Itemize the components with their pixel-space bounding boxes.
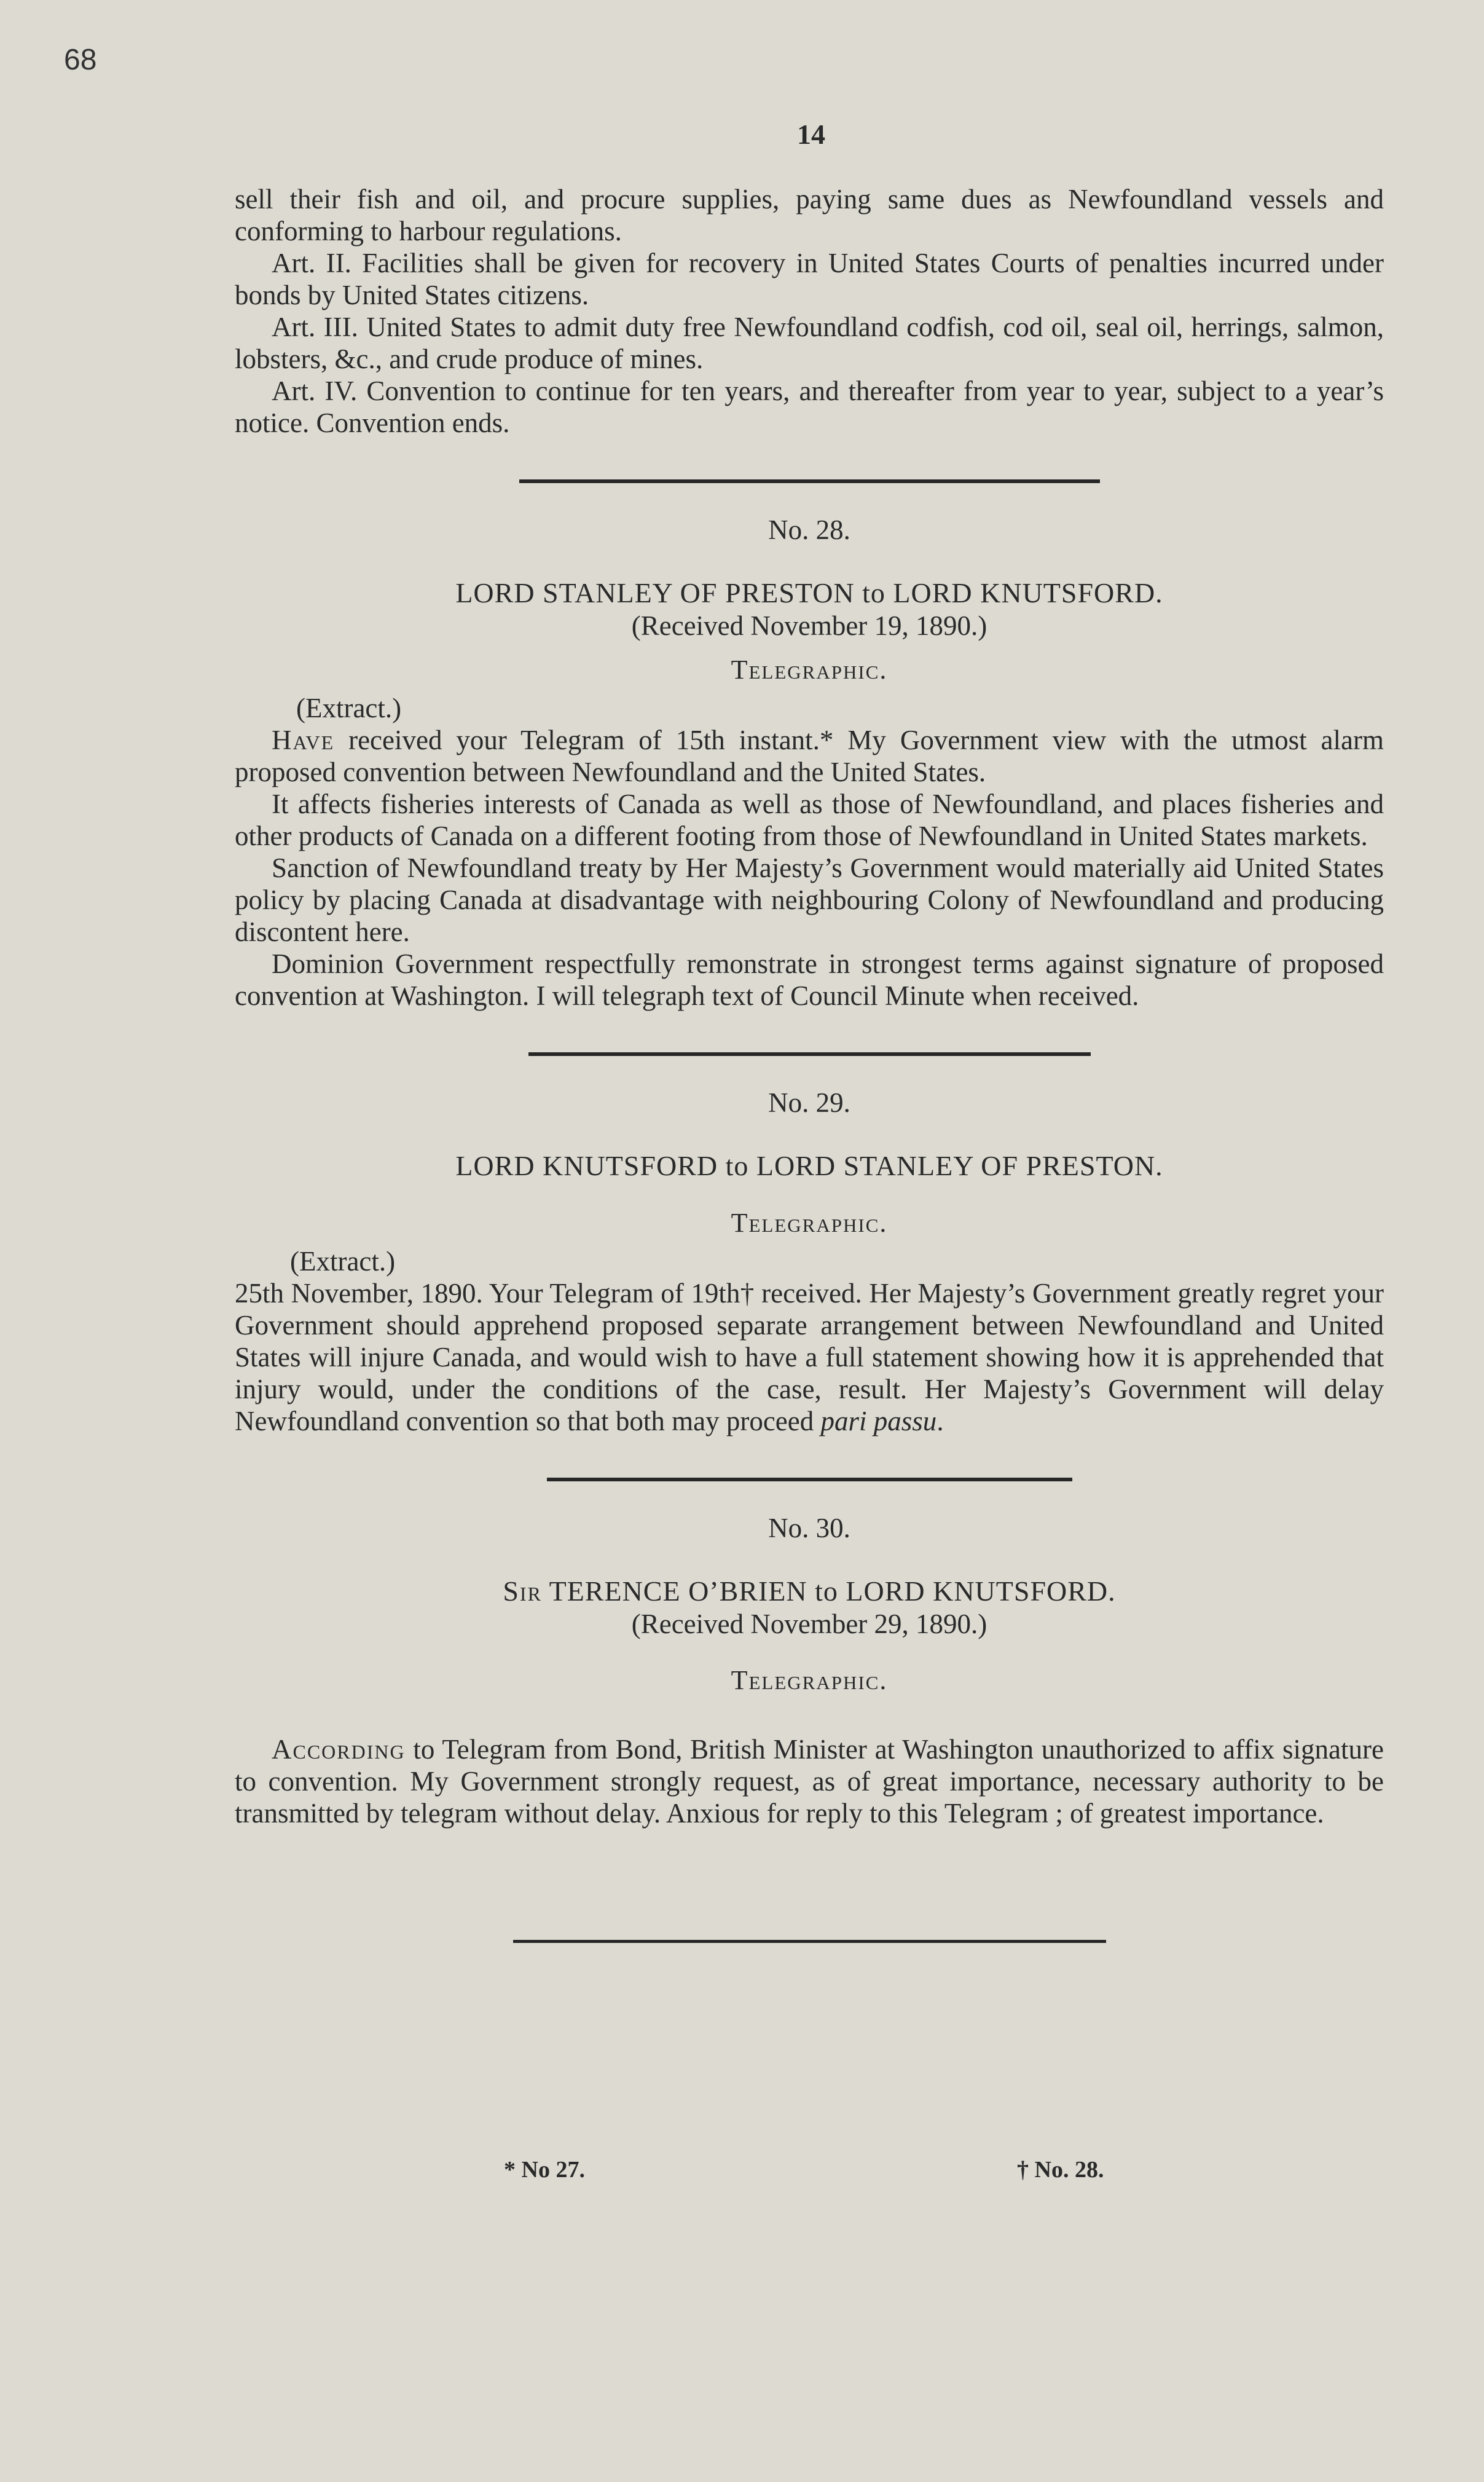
doc30-paragraph-text: to Telegram from Bond, British Minister at Washington unauthorized to affix signature to convention. My Government strongly request, as of great importance, necessary authority to be transmitted by telegram without delay. Anxious for reply to this Telegram ; of greatest importance. bbox=[235, 1734, 1384, 1829]
doc28-paragraph-4: Dominion Government respectfully remonstrate in strongest terms against signature of proposed convention at Washington. I will telegraph text of Council Minute when received. bbox=[235, 948, 1384, 1011]
doc28-paragraph-3: Sanction of Newfoundland treaty by Her Majesty’s Government would materially aid United States policy by placing Canada at disadvantage with neighbouring Colony of Newfoundland and producing discontent here. bbox=[235, 853, 1384, 947]
doc28-heading: LORD STANLEY OF PRESTON to LORD KNUTSFORD. bbox=[455, 577, 1163, 609]
printed-page-number: 14 bbox=[797, 119, 825, 150]
doc29-type: Telegraphic. bbox=[731, 1208, 888, 1238]
doc29-heading: LORD KNUTSFORD to LORD STANLEY OF PRESTON. bbox=[455, 1150, 1163, 1181]
intro-paragraph-4: Art. IV. Convention to continue for ten years, and thereafter from year to year, subject to a year’s notice. Convention ends. bbox=[235, 376, 1384, 438]
doc29-paragraph-end: . bbox=[936, 1406, 944, 1436]
doc28-extract: (Extract.) bbox=[296, 693, 402, 723]
doc30-heading-text: TERENCE O’BRIEN to LORD KNUTSFORD. bbox=[541, 1575, 1116, 1607]
doc30-number: No. 30. bbox=[768, 1513, 850, 1543]
doc30-received: (Received November 29, 1890.) bbox=[631, 1609, 987, 1639]
doc29-paragraph bbox=[235, 1277, 1384, 1437]
doc29-number: No. 29. bbox=[768, 1087, 850, 1118]
doc28-paragraph-1-text: received your Telegram of 15th instant.* My Government view with the utmost alarm proposed convention between Newfoundland and the United States. bbox=[235, 725, 1384, 787]
section-divider bbox=[528, 1052, 1091, 1056]
section-divider bbox=[547, 1478, 1072, 1481]
doc30-heading-title: Sir bbox=[503, 1575, 542, 1607]
doc28-type: Telegraphic. bbox=[731, 655, 888, 685]
doc30-heading bbox=[235, 1575, 1384, 1608]
doc29-paragraph-text: 25th November, 1890. Your Telegram of 19th† received. Her Majesty’s Government greatly regret your Government should apprehend proposed separate arrangement between Newfoundland and United States will injure Canada, and would wish to have a full statement showing how it is apprehended that injury would, under the conditions of the case, result. Her Majesty’s Government will delay Newfoundland convention so that both may proceed bbox=[235, 1278, 1384, 1436]
doc30-paragraph bbox=[235, 1733, 1384, 1829]
doc30-lead-word: According bbox=[272, 1734, 406, 1765]
intro-paragraph-3: Art. III. United States to admit duty free Newfoundland codfish, cod oil, seal oil, herrings, salmon, lobsters, &c., and crude produce of mines. bbox=[235, 312, 1384, 374]
doc28-number: No. 28. bbox=[768, 514, 850, 545]
doc28-lead-word: Have bbox=[272, 725, 335, 755]
doc28-paragraph-2: It affects fisheries interests of Canada as well as those of Newfoundland, and places fisheries and other products of Canada on a different footing from those of Newfoundland in United States markets. bbox=[235, 789, 1384, 851]
scan-page-number: 68 bbox=[64, 44, 97, 76]
footnote-left: * No 27. bbox=[504, 2157, 585, 2183]
doc29-extract: (Extract.) bbox=[290, 1246, 396, 1277]
page-content bbox=[235, 183, 1384, 1943]
doc29-paragraph-italic: pari passu bbox=[820, 1406, 937, 1436]
footnote-right: † No. 28. bbox=[1017, 2157, 1104, 2183]
intro-paragraph-2: Art. II. Facilities shall be given for recovery in United States Courts of penalties incurred under bonds by United States citizens. bbox=[235, 248, 1384, 310]
section-divider bbox=[513, 1940, 1106, 1943]
section-divider bbox=[519, 479, 1100, 483]
doc28-paragraph-1 bbox=[235, 724, 1384, 788]
doc30-type: Telegraphic. bbox=[731, 1665, 888, 1695]
intro-paragraph-1: sell their fish and oil, and procure supplies, paying same dues as Newfoundland vessels and conforming to harbour regulations. bbox=[235, 184, 1384, 246]
doc28-received: (Received November 19, 1890.) bbox=[631, 610, 987, 641]
